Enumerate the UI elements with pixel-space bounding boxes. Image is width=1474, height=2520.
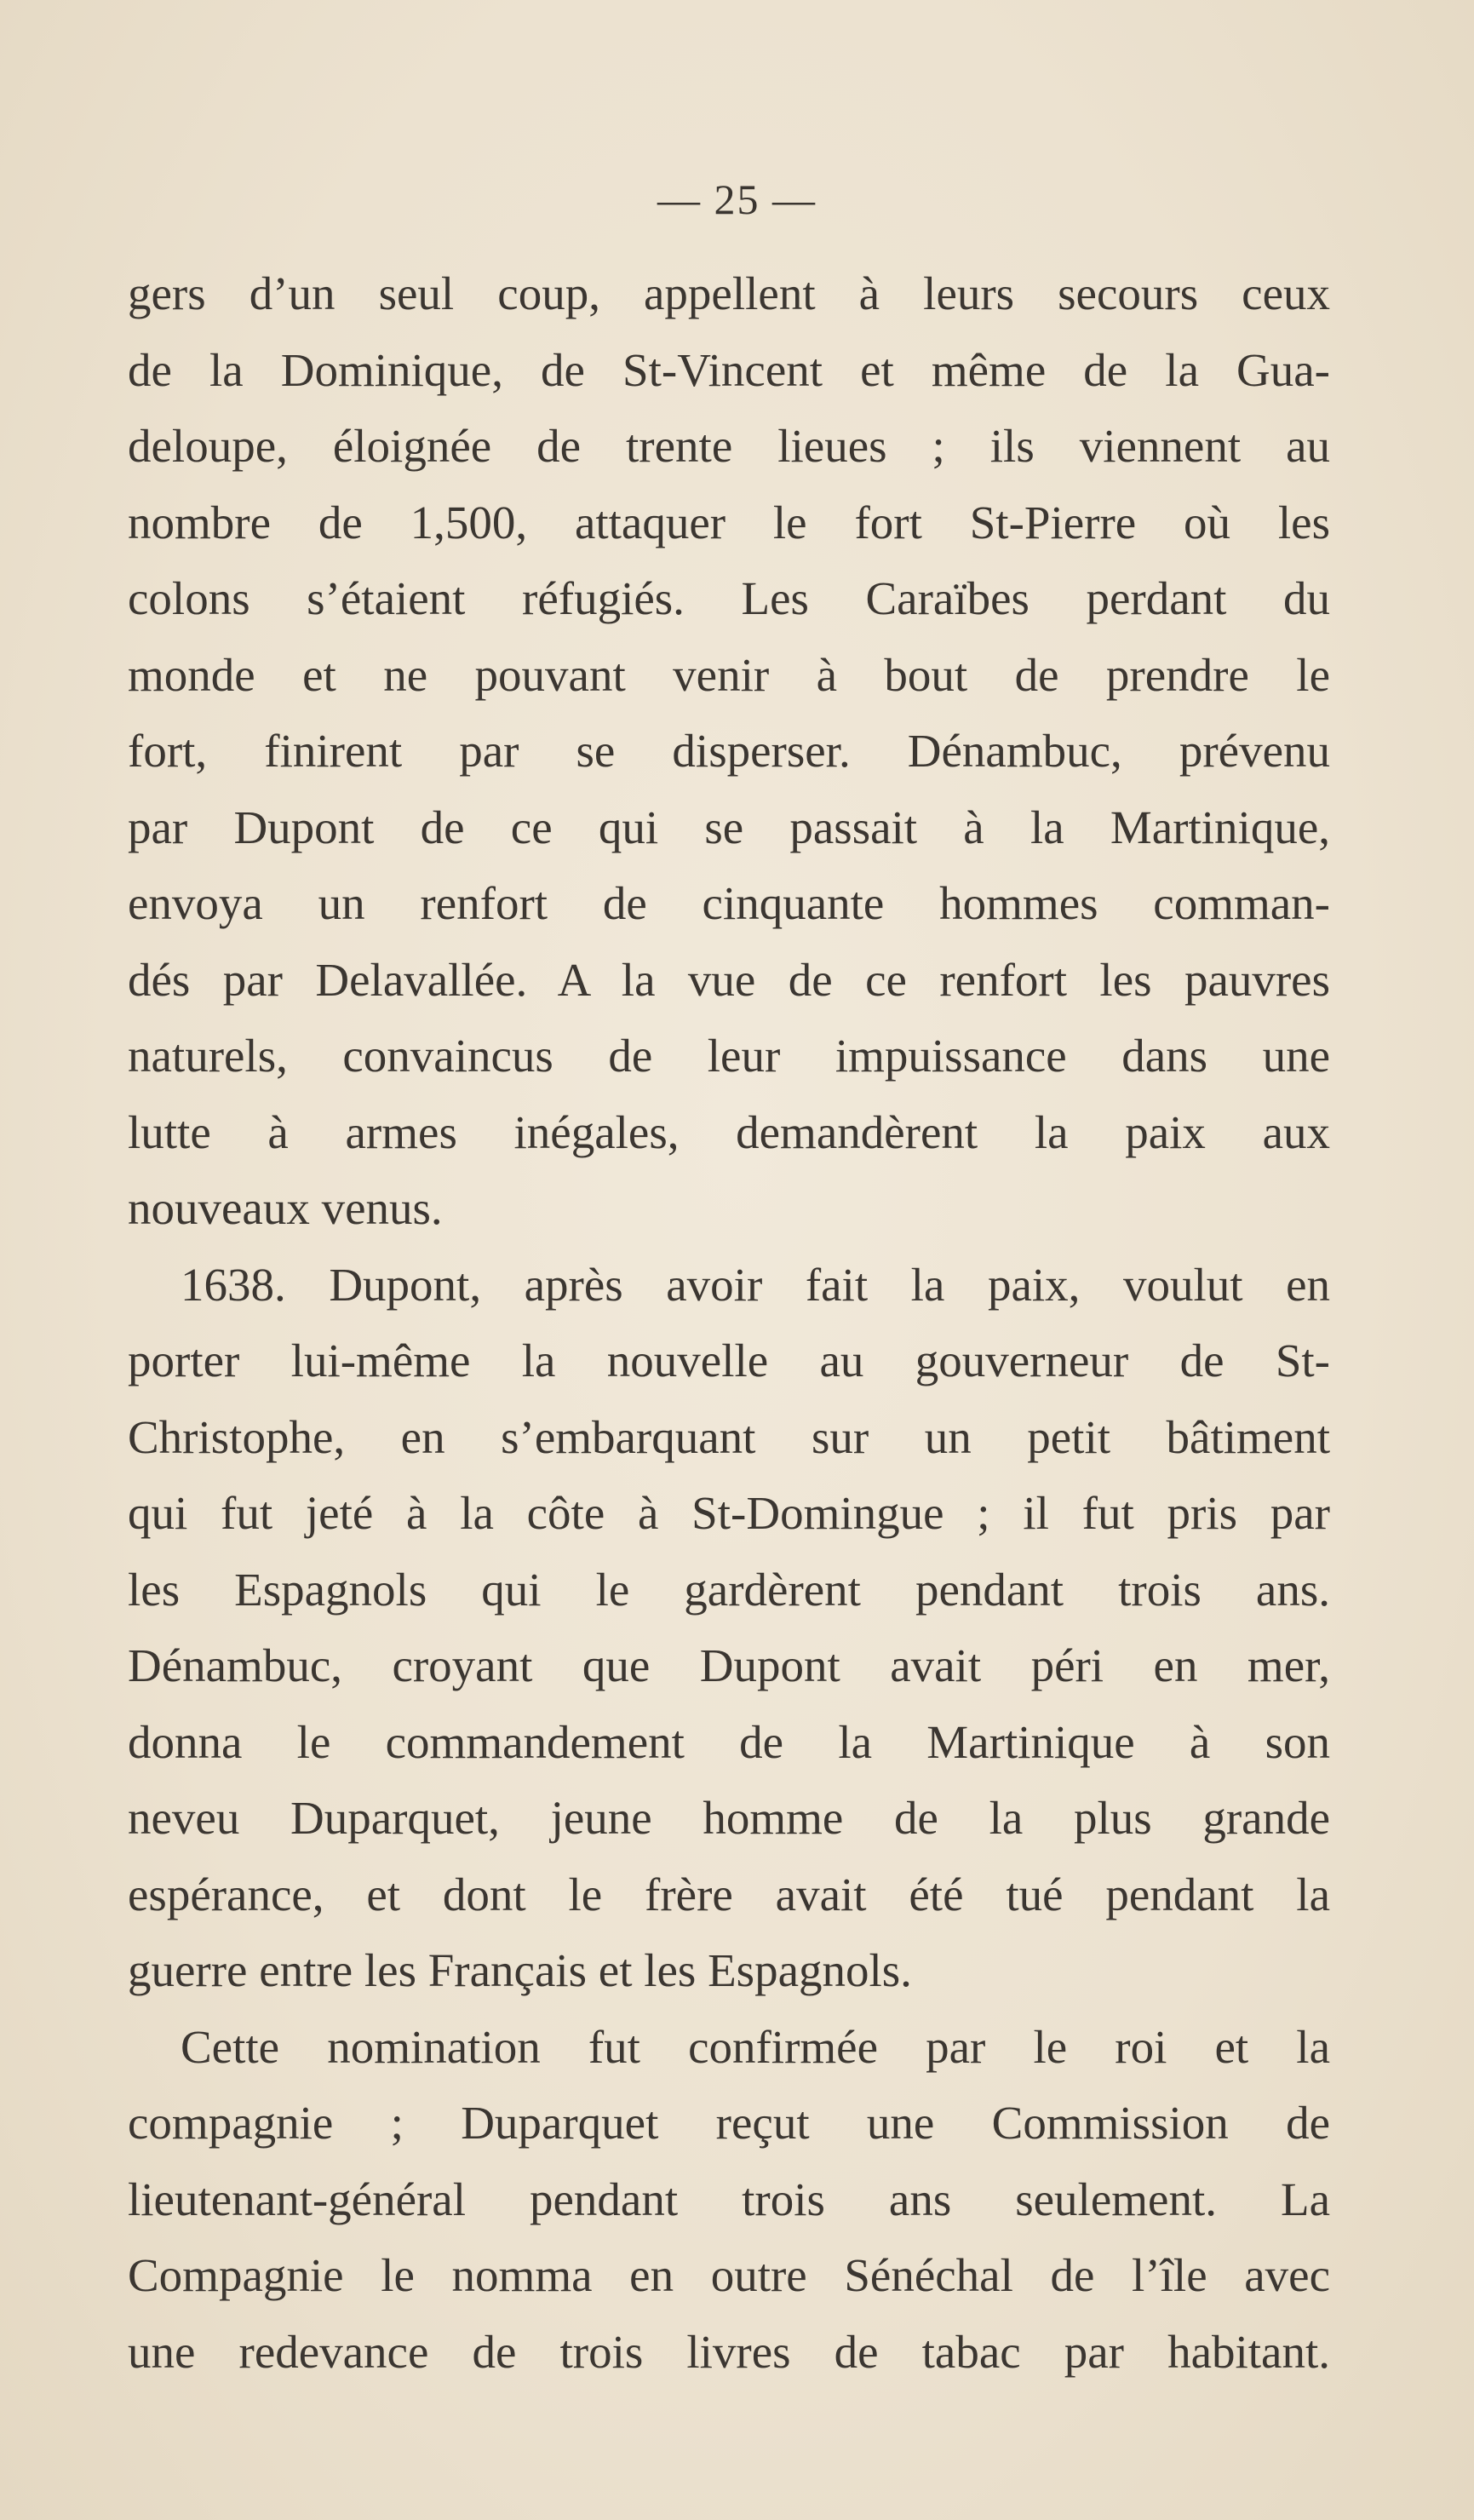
text-line: Dénambuc, croyant que Dupont avait péri en mer, (128, 1639, 1330, 1691)
text-line: Compagnie le nomma en outre Sénéchal de l’île avec (128, 2249, 1330, 2301)
text-line: qui fut jeté à la côte à St-Domingue ; il fut pris par (128, 1487, 1330, 1539)
text-line: envoya un renfort de cinquante hommes comman- (128, 877, 1330, 929)
text-line: lutte à armes inégales, demandèrent la paix aux (128, 1105, 1330, 1158)
text-line: par Dupont de ce qui se passait à la Martinique, (128, 801, 1330, 853)
paragraph-start: 1638. Dupont, après avoir fait la paix, voulut en (181, 1258, 1330, 1311)
text-line: naturels, convaincus de leur impuissance dans une (128, 1030, 1330, 1082)
text-line: colons s’étaient réfugiés. Les Caraïbes perdant du (128, 572, 1330, 624)
paragraph-start: Cette nomination fut confirmée par le roi et la (181, 2020, 1330, 2073)
text-line: neveu Duparquet, jeune homme de la plus grande (128, 1792, 1330, 1844)
text-line: les Espagnols qui le gardèrent pendant trois ans. (128, 1563, 1330, 1616)
text-line: nouveaux venus. (128, 1182, 443, 1234)
text-line: compagnie ; Duparquet reçut une Commission de (128, 2097, 1330, 2149)
text-line: guerre entre les Français et les Espagnols. (128, 1944, 912, 1996)
text-line: Christophe, en s’embarquant sur un petit bâtiment (128, 1410, 1330, 1463)
text-line: deloupe, éloignée de trente lieues ; ils viennent au (128, 420, 1330, 472)
text-line: espérance, et dont le frère avait été tué pendant la (128, 1868, 1330, 1920)
body-text (128, 255, 1330, 2390)
text-line: fort, finirent par se disperser. Dénambuc, prévenu (128, 725, 1330, 777)
text-line: de la Dominique, de St-Vincent et même de la Gua- (128, 343, 1330, 396)
text-line: nombre de 1,500, attaquer le fort St-Pierre où les (128, 496, 1330, 548)
text-line: gers d’un seul coup, appellent à leurs secours ceux (128, 267, 1330, 319)
text-line: une redevance de trois livres de tabac par habitant. (128, 2325, 1330, 2378)
page-number: — 25 — (657, 175, 817, 223)
text-line: donna le commandement de la Martinique à son (128, 1715, 1330, 1768)
text-line: dés par Delavallée. A la vue de ce renfort les pauvres (128, 953, 1330, 1006)
text-line: monde et ne pouvant venir à bout de prendre le (128, 648, 1330, 701)
text-line: lieutenant-général pendant trois ans seulement. La (128, 2173, 1330, 2225)
text-line: porter lui-même la nouvelle au gouverneur de St- (128, 1335, 1330, 1386)
